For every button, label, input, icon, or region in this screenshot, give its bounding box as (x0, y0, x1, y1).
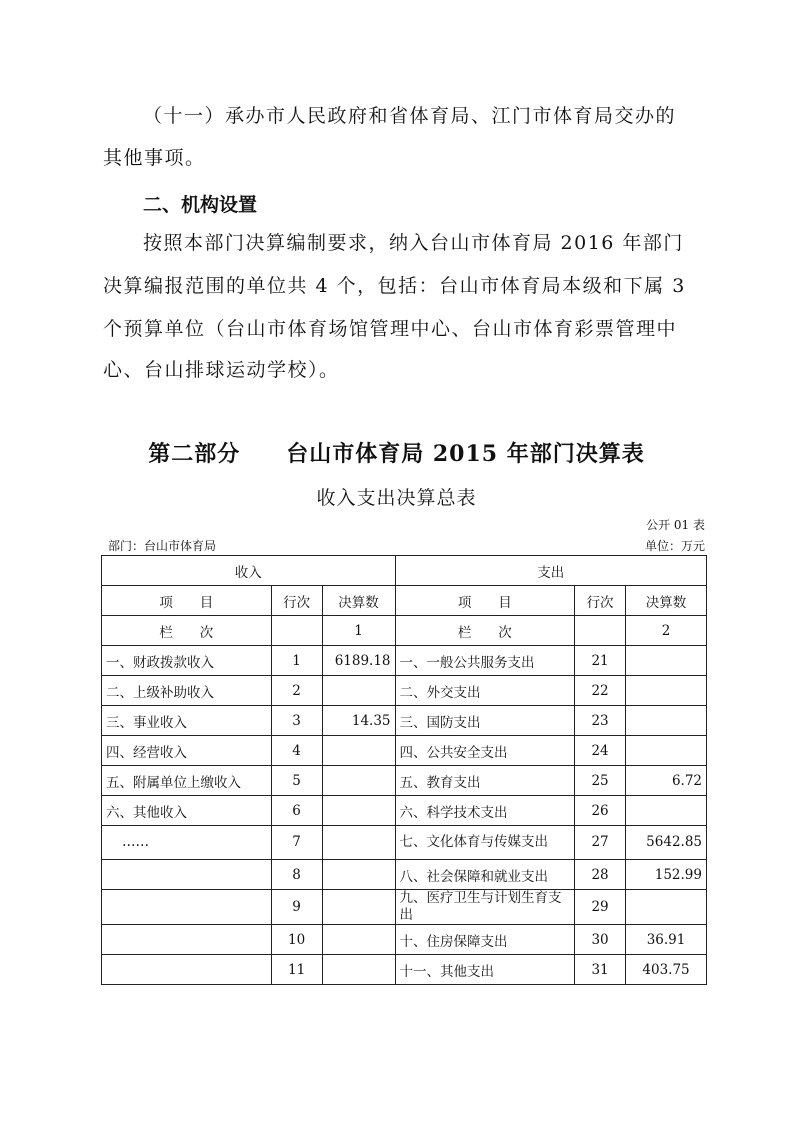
table-row (102, 890, 707, 925)
expense-item: 一、一般公共服务支出 (395, 646, 575, 676)
expense-amount: 152.99 (626, 860, 707, 890)
expense-item: 三、国防支出 (395, 706, 575, 736)
expense-header: 支出 (395, 556, 706, 586)
income-row-number: 10 (271, 925, 322, 955)
income-index-value: 1 (322, 616, 395, 646)
expense-item: 二、外交支出 (395, 676, 575, 706)
income-amount (322, 925, 395, 955)
income-header: 收入 (102, 556, 396, 586)
income-row-number: 9 (271, 890, 322, 925)
income-amount (322, 796, 395, 826)
para-line2: 决算编报范围的单位共 4 个，包括：台山市体育局本级和下属 3 (103, 275, 686, 297)
expense-amount (626, 890, 707, 925)
para-line4: 心、台山排球运动学校）。 (103, 359, 340, 381)
income-amount (322, 736, 395, 766)
income-amount (322, 766, 395, 796)
income-row-number: 3 (271, 706, 322, 736)
expense-item: 六、科学技术支出 (395, 796, 575, 826)
income-item: 四、经营收入 (102, 736, 272, 766)
income-item (102, 955, 272, 985)
income-expense-table (101, 555, 707, 985)
expense-row-number: 28 (575, 860, 626, 890)
income-item: 三、事业收入 (102, 706, 272, 736)
unit-label: 单位：万元 (644, 539, 705, 553)
expense-item: 四、公共安全支出 (395, 736, 575, 766)
expense-col-row: 行次 (575, 586, 626, 616)
department-label: 部门：台山市体育局 (108, 539, 217, 553)
income-index-blank (271, 616, 322, 646)
table-row (102, 706, 707, 736)
expense-amount (626, 676, 707, 706)
expense-row-number: 21 (575, 646, 626, 676)
income-item (102, 925, 272, 955)
income-amount: 6189.18 (322, 646, 395, 676)
expense-row-number: 26 (575, 796, 626, 826)
section-heading: 二、机构设置 (143, 194, 258, 216)
column-header-row (102, 586, 707, 616)
income-row-number: 7 (271, 826, 322, 860)
income-item: 六、其他收入 (102, 796, 272, 826)
section-header-row (102, 556, 707, 586)
para-line3: 个预算单位（台山市体育场馆管理中心、台山市体育彩票管理中 (103, 318, 678, 340)
expense-row-number: 22 (575, 676, 626, 706)
expense-amount (626, 736, 707, 766)
expense-item: 十、住房保障支出 (395, 925, 575, 955)
expense-amount: 6.72 (626, 766, 707, 796)
expense-index-blank (575, 616, 626, 646)
income-index-label: 栏 次 (102, 616, 272, 646)
expense-amount: 36.91 (626, 925, 707, 955)
expense-amount: 403.75 (626, 955, 707, 985)
column-index-row (102, 616, 707, 646)
income-row-number: 6 (271, 796, 322, 826)
expense-item: 九、医疗卫生与计划生育支出 (395, 890, 575, 925)
income-item: …… (102, 826, 272, 860)
income-row-number: 2 (271, 676, 322, 706)
table-row (102, 955, 707, 985)
income-amount: 14.35 (322, 706, 395, 736)
expense-index-label: 栏 次 (395, 616, 575, 646)
expense-row-number: 25 (575, 766, 626, 796)
income-item: 二、上级补助收入 (102, 676, 272, 706)
income-row-number: 4 (271, 736, 322, 766)
item11-line2: 其他事项。 (103, 147, 206, 169)
expense-row-number: 29 (575, 890, 626, 925)
income-col-amount: 决算数 (322, 586, 395, 616)
table-row (102, 676, 707, 706)
table-row (102, 860, 707, 890)
income-row-number: 1 (271, 646, 322, 676)
item11-line1: （十一）承办市人民政府和省体育局、江门市体育局交办的 (143, 105, 677, 127)
table-row (102, 646, 707, 676)
income-row-number: 8 (271, 860, 322, 890)
expense-amount (626, 646, 707, 676)
table-title: 收入支出决算总表 (316, 487, 477, 509)
expense-col-amount: 决算数 (626, 586, 707, 616)
table-row (102, 796, 707, 826)
part-title: 第二部分 台山市体育局 2015 年部门决算表 (148, 441, 645, 467)
table-row (102, 925, 707, 955)
income-item: 五、附属单位上缴收入 (102, 766, 272, 796)
expense-item: 十一、其他支出 (395, 955, 575, 985)
expense-row-number: 23 (575, 706, 626, 736)
income-row-number: 11 (271, 955, 322, 985)
income-col-row: 行次 (271, 586, 322, 616)
table-row (102, 766, 707, 796)
table-code: 公开 01 表 (646, 518, 705, 532)
income-amount (322, 826, 395, 860)
expense-amount (626, 796, 707, 826)
income-amount (322, 860, 395, 890)
table-row (102, 736, 707, 766)
expense-item: 五、教育支出 (395, 766, 575, 796)
income-item (102, 890, 272, 925)
expense-row-number: 27 (575, 826, 626, 860)
income-amount (322, 890, 395, 925)
table-row (102, 826, 707, 860)
income-item (102, 860, 272, 890)
expense-item: 八、社会保障和就业支出 (395, 860, 575, 890)
income-amount (322, 676, 395, 706)
income-col-item: 项 目 (102, 586, 272, 616)
expense-row-number: 31 (575, 955, 626, 985)
expense-amount: 5642.85 (626, 826, 707, 860)
income-item: 一、财政拨款收入 (102, 646, 272, 676)
income-amount (322, 955, 395, 985)
expense-row-number: 30 (575, 925, 626, 955)
expense-col-item: 项 目 (395, 586, 575, 616)
expense-row-number: 24 (575, 736, 626, 766)
income-row-number: 5 (271, 766, 322, 796)
expense-amount (626, 706, 707, 736)
expense-index-value: 2 (626, 616, 707, 646)
expense-item: 七、文化体育与传媒支出 (395, 826, 575, 860)
para-line1: 按照本部门决算编制要求，纳入台山市体育局 2016 年部门 (143, 232, 684, 254)
